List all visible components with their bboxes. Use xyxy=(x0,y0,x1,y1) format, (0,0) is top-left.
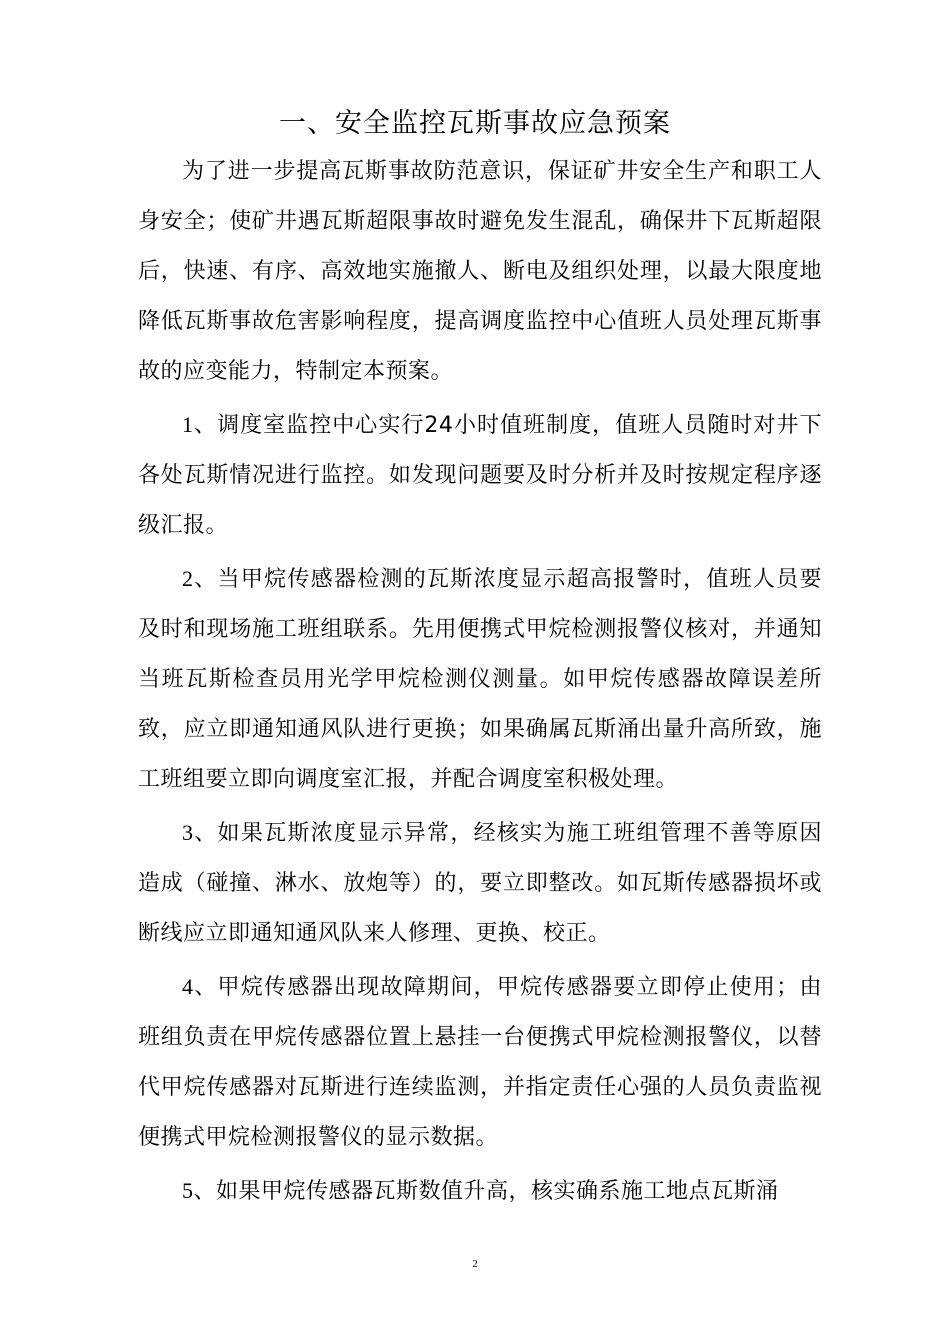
item-number: 1 xyxy=(182,412,194,437)
document-title: 一、安全监控瓦斯事故应急预案 xyxy=(279,108,671,139)
item-number: 4 xyxy=(182,974,194,999)
item-number: 5 xyxy=(182,1178,194,1203)
paragraph-item-3 xyxy=(138,808,822,959)
page-number: 2 xyxy=(472,1258,478,1270)
paragraph-item-4 xyxy=(138,962,822,1163)
item-text: 、调度室监控中心实行24小时值班制度，值班人员随时对井下各处瓦斯情况进行监控。如发现问题要及时分析并及时按规定程序逐级汇报。 xyxy=(138,413,822,538)
item-number: 3 xyxy=(182,820,194,845)
document-body xyxy=(138,146,822,1220)
paragraph-intro: 为了进一步提高瓦斯事故防范意识，保证矿井安全生产和职工人身安全；使矿井遇瓦斯超限事故时避免发生混乱，确保井下瓦斯超限后，快速、有序、高效地实施撤人、断电及组织处理，以最大限度地降低瓦斯事故危害影响程度，提高调度监控中心值班人员处理瓦斯事故的应变能力，特制定本预案。 xyxy=(138,159,822,384)
paragraph-item-1 xyxy=(138,400,822,551)
item-text: 、如果瓦斯浓度显示异常，经核实为施工班组管理不善等原因造成（碰撞、淋水、放炮等）的，要立即整改。如瓦斯传感器损坏或断线应立即通知通风队来人修理、更换、校正。 xyxy=(138,821,822,946)
item-text: 、如果甲烷传感器瓦斯数值升高，核实确系施工地点瓦斯涌 xyxy=(193,1179,779,1204)
item-text: 、甲烷传感器出现故障期间，甲烷传感器要立即停止使用；由班组负责在甲烷传感器位置上悬挂一台便携式甲烷检测报警仪，以替代甲烷传感器对瓦斯进行连续监测，并指定责任心强的人员负责监视便携式甲烷检测报警仪的显示数据。 xyxy=(138,975,822,1150)
item-text: 、当甲烷传感器检测的瓦斯浓度显示超高报警时，值班人员要及时和现场施工班组联系。先用便携式甲烷检测报警仪核对，并通知当班瓦斯检查员用光学甲烷检测仪测量。如甲烷传感器故障误差所致，应立即通知通风队进行更换；如果确属瓦斯涌出量升高所致，施工班组要立即向调度室汇报，并配合调度室积极处理。 xyxy=(138,567,822,792)
paragraph-item-2 xyxy=(138,554,822,805)
paragraph-item-5 xyxy=(138,1166,822,1217)
item-number: 2 xyxy=(182,566,194,591)
